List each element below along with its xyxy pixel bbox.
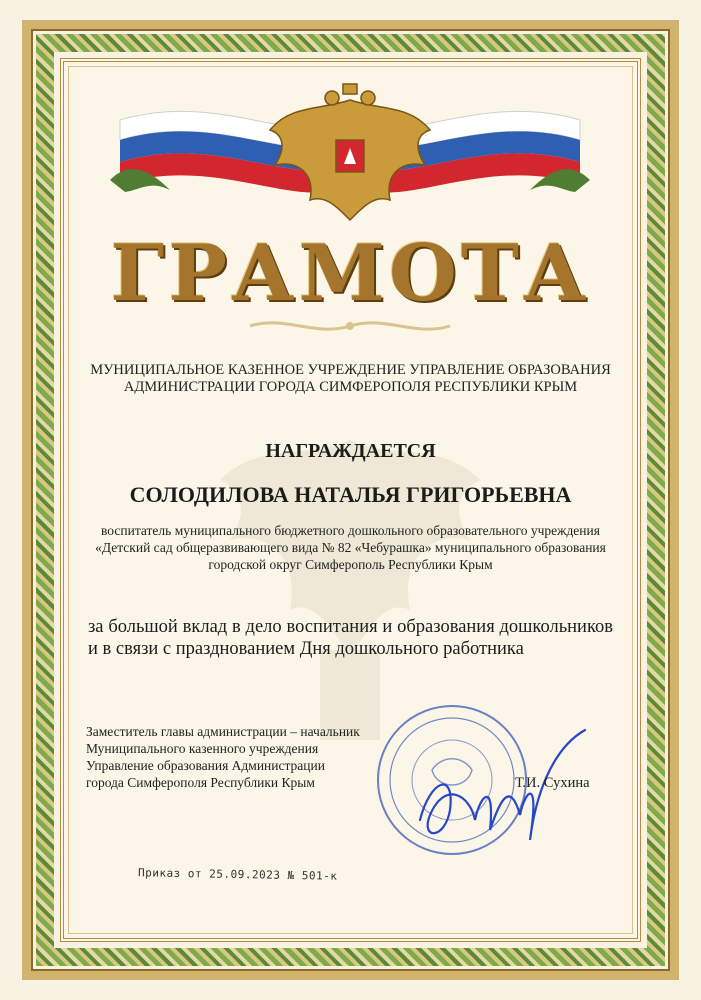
signer-title-line: города Симферополя Республики Крым <box>86 775 315 790</box>
russian-coat-of-arms-icon <box>100 80 600 230</box>
recipient-position: воспитатель муниципального бюджетного дошкольного образовательного учреждения «Детский сад общеразвивающего вида № 82 «Чебурашка» муниципального образования городской округ Симферополь Республики Крым <box>95 523 606 572</box>
signer-title <box>86 723 360 791</box>
certificate-title: ГРАМОТА <box>110 228 591 319</box>
signer-title-line: Заместитель главы администрации – начальник <box>86 724 360 739</box>
signer-title-line: Муниципального казенного учреждения <box>86 741 319 756</box>
awarded-label: НАГРАЖДАЕТСЯ <box>265 440 436 462</box>
recipient-name: СОЛОДИЛОВА НАТАЛЬЯ ГРИГОРЬЕВНА <box>129 482 572 507</box>
organization-name: МУНИЦИПАЛЬНОЕ КАЗЕННОЕ УЧРЕЖДЕНИЕ УПРАВЛЕНИЕ ОБРАЗОВАНИЯ АДМИНИСТРАЦИИ ГОРОДА СИМФЕРОПОЛЯ РЕСПУБЛИКИ КРЫМ <box>90 362 611 395</box>
title-ornament-icon <box>245 315 455 337</box>
signer-name: Т.И. Сухина <box>515 775 590 791</box>
award-reason: за большой вклад в дело воспитания и образования дошкольников и в связи с празднованием Дня дошкольного работника <box>88 617 613 659</box>
signer-title-line: Управление образования Администрации <box>86 758 325 773</box>
order-note: Приказ от 25.09.2023 № 501-к <box>137 866 338 883</box>
